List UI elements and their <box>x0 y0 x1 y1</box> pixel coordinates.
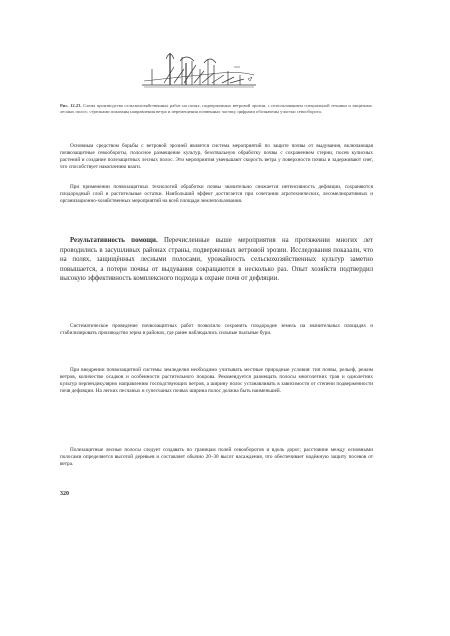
paragraph-3-text: Перечисленные выше мероприятия на протяжении многих лет проводились в засушливых районах страны, подверженных ветровой эрозии. Исследования показали, что на полях, защищённых лесными полосами, урожайность сельскохозяйственных культур заметно повышается, а потери почвы от выдувания сокращаются в несколько раз. Опыт хозяйств подтвердил высокую эффективность комплексного подхода к охране почв от дефляции. <box>60 237 373 283</box>
paragraph-1: Основным средством борьбы с ветровой эрозией является система мероприятий по защите почвы от выдувания, включающая почвозащитные севообороты, полосное размещение культур, безотвальную обработку почвы с сохранением стерни, посев кулисных растений и создание полезащитных лесных полос. Эти мероприятия уменьшают скорость ветра у поверхности почвы и задерживают снег, что способствует накоплению влаги. <box>60 143 373 171</box>
page-number: 320 <box>60 491 69 497</box>
paragraph-4: Систематическое проведение почвозащитных работ позволило сохранить плодородие земель на значительных площадях и стабилизировать производство зерна в районах, где ранее наблюдались сильные пыльные бури. <box>60 323 373 337</box>
figure-caption-lead: Рис. 12.23. <box>60 103 82 108</box>
paragraph-3 <box>60 236 373 284</box>
figure-caption-text: Схема производства сельскохозяйственных работ на полях, подверженных ветровой эрозии, с использованием специальной техники и защитных лесных полос; стрелками показаны направления ветра и перемещения почвенных частиц; цифрами обозначены участки севооборота. <box>60 103 372 114</box>
figure-caption <box>60 103 372 115</box>
paragraph-5: При внедрении почвозащитной системы земледелия необходимо учитывать местные природные условия: тип почвы, рельеф, режим ветров, количество осадков и особенности растительного покрова. Рекомендуется размещать полосы многолетних трав и однолетних культур перпендикулярно направлению господствующих ветров, а ширину полос устанавливать в зависимости от степени подверженности почв дефляции. На легких песчаных и супесчаных почвах ширина полос должна быть наименьшей. <box>60 367 373 395</box>
field-scheme-figure <box>140 47 258 93</box>
figure-drawing <box>142 53 256 87</box>
paragraph-6: Полезащитные лесные полосы следует создавать по границам полей севооборотов и вдоль дорог; расстояние между основными полосами определяется высотой деревьев и составляет обычно 20–30 высот насаждения, что обеспечивает надёжную защиту посевов от ветра. <box>60 447 373 468</box>
section-heading: Результативность помощи. <box>70 237 158 244</box>
paragraph-2: При применении почвозащитных технологий обработки почвы значительно снижается интенсивность дефляции, сохраняются плодородный слой и растительные остатки. Наибольший эффект достигается при сочетании агротехнических, лесомелиоративных и организационно-хозяйственных мероприятий на всей площади землепользования. <box>60 184 373 205</box>
